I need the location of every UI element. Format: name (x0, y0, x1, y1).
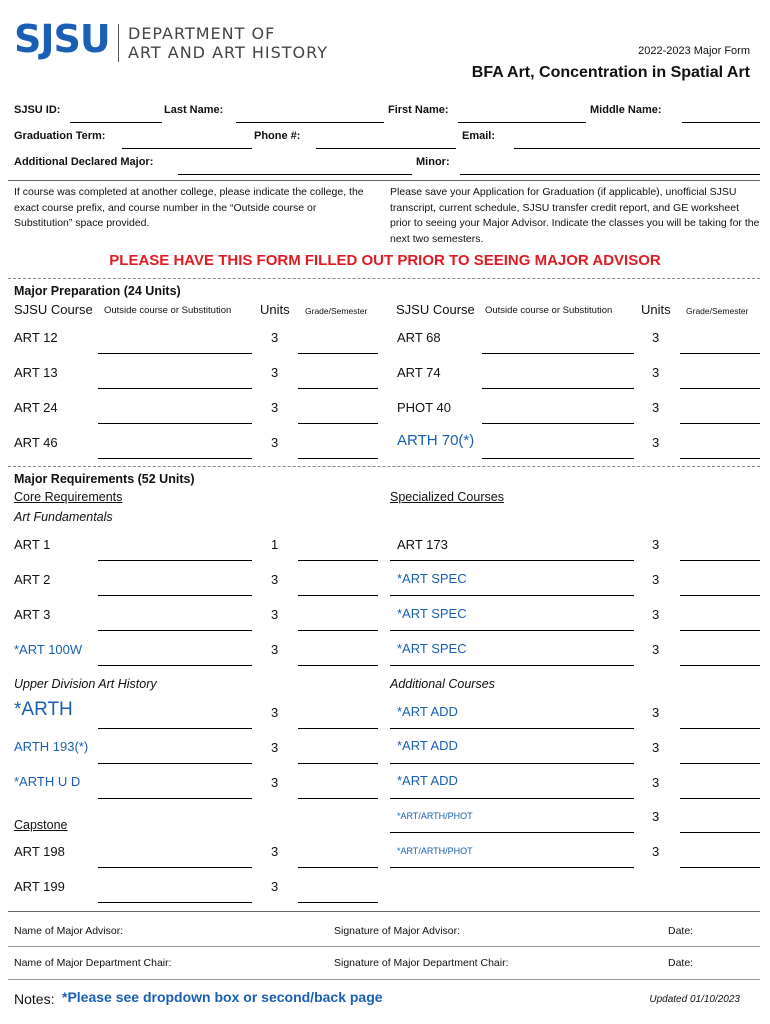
grade-field[interactable] (680, 798, 760, 799)
grade-field[interactable] (298, 728, 378, 729)
grade-field[interactable] (680, 630, 760, 631)
course-name: ART 173 (397, 537, 448, 552)
additional-heading: Additional Courses (390, 677, 495, 691)
col-units: Units (641, 302, 671, 317)
course-name: ART 198 (14, 844, 65, 859)
course-units: 3 (271, 572, 279, 587)
last-name-field[interactable] (236, 122, 384, 123)
col-sjsu-course: SJSU Course (14, 302, 93, 317)
outside-course-field[interactable] (98, 867, 252, 868)
outside-course-field[interactable] (98, 763, 252, 764)
outside-course-field[interactable] (98, 630, 252, 631)
outside-course-field[interactable] (98, 458, 252, 459)
outside-course-note: If course was completed at another college, please indicate the college, the exact course prefix, and course number in the “Outside course or Substitution” space provided. (14, 186, 364, 229)
course-dropdown[interactable]: ARTH 193(*) (14, 739, 89, 754)
chair-signature-label: Signature of Major Department Chair: (334, 957, 509, 969)
divider (8, 979, 760, 980)
course-units: 3 (652, 330, 660, 345)
department-line-2: ART AND ART HISTORY (128, 43, 328, 62)
col-grade: Grade/Semester (305, 306, 368, 316)
course-units: 3 (271, 435, 279, 450)
col-outside: Outside course or Substitution (104, 305, 232, 316)
grade-field[interactable] (680, 763, 760, 764)
fundamentals-heading: Art Fundamentals (14, 510, 113, 524)
divider (8, 946, 760, 947)
advisor-name-label: Name of Major Advisor: (14, 925, 124, 937)
phone-label: Phone #: (254, 130, 301, 142)
advisor-signature-label: Signature of Major Advisor: (334, 925, 461, 937)
grade-field[interactable] (298, 560, 378, 561)
outside-course-field[interactable] (390, 595, 634, 596)
grade-field[interactable] (298, 665, 378, 666)
course-units: 3 (652, 775, 660, 790)
grade-field[interactable] (298, 388, 378, 389)
outside-course-field[interactable] (98, 423, 252, 424)
course-name: ART 13 (14, 365, 58, 380)
outside-course-field[interactable] (98, 728, 252, 729)
form-title: BFA Art, Concentration in Spatial Art (471, 64, 750, 81)
email-field[interactable] (514, 148, 760, 149)
outside-course-field[interactable] (98, 595, 252, 596)
updated-date: Updated 01/10/2023 (649, 994, 740, 1005)
course-units: 3 (271, 642, 279, 657)
outside-course-field[interactable] (390, 798, 634, 799)
course-units: 3 (652, 365, 660, 380)
course-name: ART 12 (14, 330, 58, 345)
grade-field[interactable] (298, 763, 378, 764)
middle-name-label: Middle Name: (590, 104, 662, 116)
logo-divider (118, 24, 119, 62)
divider (8, 466, 760, 467)
course-units: 3 (652, 642, 660, 657)
course-dropdown[interactable]: *ARTH (14, 699, 73, 720)
course-units: 3 (271, 844, 279, 859)
outside-course-field[interactable] (390, 728, 634, 729)
department-name (128, 24, 328, 62)
course-name: ART 2 (14, 572, 51, 587)
course-dropdown[interactable]: *ART ADD (397, 738, 458, 753)
course-dropdown[interactable]: *ART 100W (14, 642, 83, 657)
outside-course-field[interactable] (98, 388, 252, 389)
col-sjsu-course: SJSU Course (396, 302, 475, 317)
grade-field[interactable] (298, 867, 378, 868)
grade-field[interactable] (298, 423, 378, 424)
prep-title: Major Preparation (24 Units) (14, 284, 181, 298)
course-units: 1 (271, 537, 279, 552)
additional-major-field[interactable] (178, 174, 412, 175)
course-units: 3 (271, 400, 279, 415)
first-name-field[interactable] (458, 122, 586, 123)
col-outside: Outside course or Substitution (485, 305, 613, 316)
course-name: PHOT 40 (397, 400, 451, 415)
course-dropdown[interactable]: *ARTH U D (14, 774, 81, 789)
course-dropdown[interactable]: ARTH 70(*) (397, 432, 475, 449)
notes-text: *Please see dropdown box or second/back page (62, 989, 383, 1005)
additional-major-label: Additional Declared Major: (14, 156, 154, 168)
course-units: 3 (271, 607, 279, 622)
phone-field[interactable] (316, 148, 456, 149)
course-units: 3 (271, 775, 279, 790)
grade-field[interactable] (680, 560, 760, 561)
divider (8, 278, 760, 279)
course-units: 3 (271, 365, 279, 380)
col-grade: Grade/Semester (686, 306, 749, 316)
col-units: Units (260, 302, 290, 317)
course-units: 3 (652, 809, 660, 824)
outside-course-field[interactable] (390, 630, 634, 631)
req-title: Major Requirements (52 Units) (14, 472, 195, 486)
outside-course-field[interactable] (98, 560, 252, 561)
grade-field[interactable] (680, 388, 760, 389)
course-units: 3 (652, 607, 660, 622)
course-name: ART 1 (14, 537, 51, 552)
course-units: 3 (652, 740, 660, 755)
grade-field[interactable] (680, 832, 760, 833)
course-name: ART 24 (14, 400, 58, 415)
grade-field[interactable] (298, 353, 378, 354)
grade-field[interactable] (680, 423, 760, 424)
course-dropdown[interactable]: *ART/ARTH/PHOT (397, 811, 473, 821)
documents-note: Please save your Application for Graduation (if applicable), unofficial SJSU transcript, current schedule, SJSU transfer credit report, and GE worksheet prior to seeing your Major Advisor. Indicate the classes you will be taking for the next two semesters. (390, 186, 760, 245)
course-units: 3 (652, 705, 660, 720)
course-dropdown[interactable]: *ART ADD (397, 773, 458, 788)
course-units: 3 (652, 572, 660, 587)
grade-field[interactable] (680, 353, 760, 354)
outside-course-field[interactable] (98, 798, 252, 799)
course-units: 3 (271, 330, 279, 345)
chair-date-label: Date: (668, 957, 694, 969)
upper-division-heading: Upper Division Art History (14, 677, 157, 691)
course-name: ART 46 (14, 435, 58, 450)
advisor-date-label: Date: (668, 925, 694, 937)
minor-field[interactable] (460, 174, 760, 175)
course-units: 3 (271, 705, 279, 720)
grade-field[interactable] (298, 595, 378, 596)
first-name-label: First Name: (388, 104, 449, 116)
course-dropdown[interactable]: *ART ADD (397, 704, 458, 719)
middle-name-field[interactable] (682, 122, 760, 123)
course-units: 3 (652, 844, 660, 859)
graduation-term-field[interactable] (122, 148, 252, 149)
course-name: ART 74 (397, 365, 441, 380)
divider (8, 180, 760, 181)
department-line-1: DEPARTMENT OF (128, 24, 276, 43)
outside-course-field[interactable] (390, 763, 634, 764)
course-units: 3 (652, 435, 660, 450)
course-units: 3 (271, 879, 279, 894)
notes-label: Notes: (14, 991, 55, 1007)
grade-field[interactable] (680, 728, 760, 729)
grade-field[interactable] (680, 665, 760, 666)
grade-field[interactable] (298, 902, 378, 903)
minor-label: Minor: (416, 156, 450, 168)
grade-field[interactable] (298, 798, 378, 799)
outside-course-field[interactable] (482, 388, 634, 389)
course-dropdown[interactable]: *ART SPEC (397, 606, 467, 621)
outside-course-field[interactable] (482, 458, 634, 459)
capstone-heading: Capstone (14, 818, 68, 832)
email-label: Email: (462, 130, 496, 142)
outside-course-field[interactable] (98, 665, 252, 666)
grade-field[interactable] (680, 867, 760, 868)
course-dropdown[interactable]: *ART SPEC (397, 571, 467, 586)
last-name-label: Last Name: (164, 104, 224, 116)
grade-field[interactable] (298, 458, 378, 459)
sjsu-id-field[interactable] (70, 122, 162, 123)
grade-field[interactable] (680, 595, 760, 596)
outside-course-field[interactable] (482, 423, 634, 424)
outside-course-field[interactable] (482, 353, 634, 354)
course-dropdown[interactable]: *ART/ARTH/PHOT (397, 846, 473, 856)
grade-field[interactable] (298, 630, 378, 631)
core-heading: Core Requirements (14, 490, 123, 504)
outside-course-field[interactable] (98, 902, 252, 903)
divider (8, 911, 760, 912)
course-units: 3 (271, 740, 279, 755)
course-units: 3 (652, 537, 660, 552)
outside-course-field[interactable] (98, 353, 252, 354)
chair-name-label: Name of Major Department Chair: (14, 957, 172, 969)
sjsu-logo: SJSU (14, 17, 110, 61)
specialized-heading: Specialized Courses (390, 490, 504, 504)
outside-course-field[interactable] (390, 665, 634, 666)
outside-course-field[interactable] (390, 832, 634, 833)
course-name: ART 68 (397, 330, 441, 345)
advisor-banner: PLEASE HAVE THIS FORM FILLED OUT PRIOR TO SEEING MAJOR ADVISOR (109, 252, 661, 269)
outside-course-field[interactable] (390, 867, 634, 868)
sjsu-id-label: SJSU ID: (14, 104, 61, 116)
course-units: 3 (652, 400, 660, 415)
form-year: 2022-2023 Major Form (638, 45, 750, 57)
grade-field[interactable] (680, 458, 760, 459)
course-name: ART 199 (14, 879, 65, 894)
outside-course-field[interactable] (390, 560, 634, 561)
course-dropdown[interactable]: *ART SPEC (397, 641, 467, 656)
course-name: ART 3 (14, 607, 51, 622)
graduation-term-label: Graduation Term: (14, 130, 106, 142)
